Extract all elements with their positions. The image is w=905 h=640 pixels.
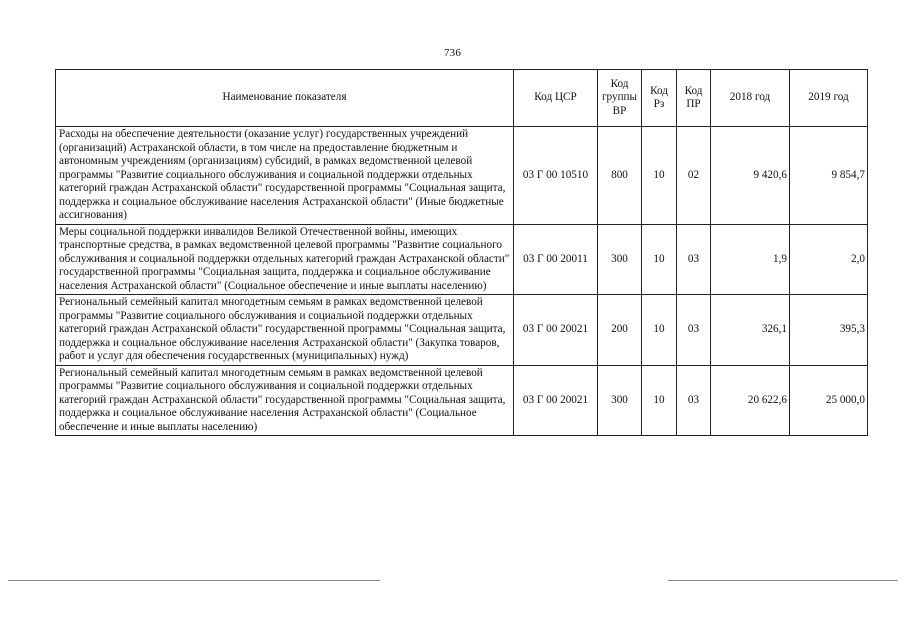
header-pr: Код ПР [677, 70, 711, 127]
table-row [56, 365, 868, 436]
table-header-row [56, 70, 868, 127]
row-rz: 10 [642, 295, 677, 366]
table-row [56, 224, 868, 295]
table-row [56, 295, 868, 366]
row-rz: 10 [642, 224, 677, 295]
row-2019: 2,0 [790, 224, 868, 295]
row-2018: 9 420,6 [711, 127, 790, 225]
row-csr: 03 Г 00 20021 [514, 365, 598, 436]
header-rz: Код Рз [642, 70, 677, 127]
row-rz: 10 [642, 127, 677, 225]
row-2019: 9 854,7 [790, 127, 868, 225]
row-name: Расходы на обеспечение деятельности (оказание услуг) государственных учреждений (организаций) Астраханской области, в том числе на предоставление бюджетным и автономным учреждениям (организациям) субсидий, в рамках ведомственной целевой программы "Развитие социального обслуживания и социальной поддержки отдельных категорий граждан Астраханской области" государственной программы "Социальная защита, поддержка и социальное обслуживание населения Астраханской области" (Иные бюджетные ассигнования) [56, 127, 514, 225]
row-name: Меры социальной поддержки инвалидов Великой Отечественной войны, имеющих транспортные средства, в рамках ведомственной целевой программы "Развитие социального обслуживания и социальной поддержки отдельных категорий граждан Астраханской области" государственной программы "Социальная защита, поддержка и социальное обслуживание населения Астраханской области" (Социальное обеспечение и иные выплаты населению) [56, 224, 514, 295]
row-pr: 03 [677, 365, 711, 436]
row-pr: 03 [677, 295, 711, 366]
row-2019: 25 000,0 [790, 365, 868, 436]
row-vr: 800 [598, 127, 642, 225]
row-csr: 03 Г 00 10510 [514, 127, 598, 225]
page-number: 736 [443, 47, 462, 59]
row-csr: 03 Г 00 20021 [514, 295, 598, 366]
header-name: Наименование показателя [56, 70, 514, 127]
budget-table [55, 69, 868, 436]
row-2018: 20 622,6 [711, 365, 790, 436]
row-vr: 300 [598, 224, 642, 295]
row-vr: 300 [598, 365, 642, 436]
row-csr: 03 Г 00 20011 [514, 224, 598, 295]
header-2018: 2018 год [711, 70, 790, 127]
row-name: Региональный семейный капитал многодетным семьям в рамках ведомственной целевой программы "Развитие социального обслуживания и социальной поддержки отдельных категорий граждан Астраханской области" государственной программы "Социальная защита, поддержка и социальное обслуживание населения Астраханской области" (Закупка товаров, работ и услуг для обеспечения государственных (муниципальных) нужд) [56, 295, 514, 366]
scan-divider-left [8, 580, 380, 581]
scan-divider-right [668, 580, 898, 581]
row-name: Региональный семейный капитал многодетным семьям в рамках ведомственной целевой программы "Развитие социального обслуживания и социальной поддержки отдельных категорий граждан Астраханской области" государственной программы "Социальная защита, поддержка и социальное обслуживание населения Астраханской области" (Социальное обеспечение и иные выплаты населению) [56, 365, 514, 436]
header-vr: Код группы ВР [598, 70, 642, 127]
header-csr: Код ЦСР [514, 70, 598, 127]
row-2018: 1,9 [711, 224, 790, 295]
header-2019: 2019 год [790, 70, 868, 127]
row-pr: 03 [677, 224, 711, 295]
table-row [56, 127, 868, 225]
row-2018: 326,1 [711, 295, 790, 366]
row-vr: 200 [598, 295, 642, 366]
row-2019: 395,3 [790, 295, 868, 366]
row-pr: 02 [677, 127, 711, 225]
row-rz: 10 [642, 365, 677, 436]
